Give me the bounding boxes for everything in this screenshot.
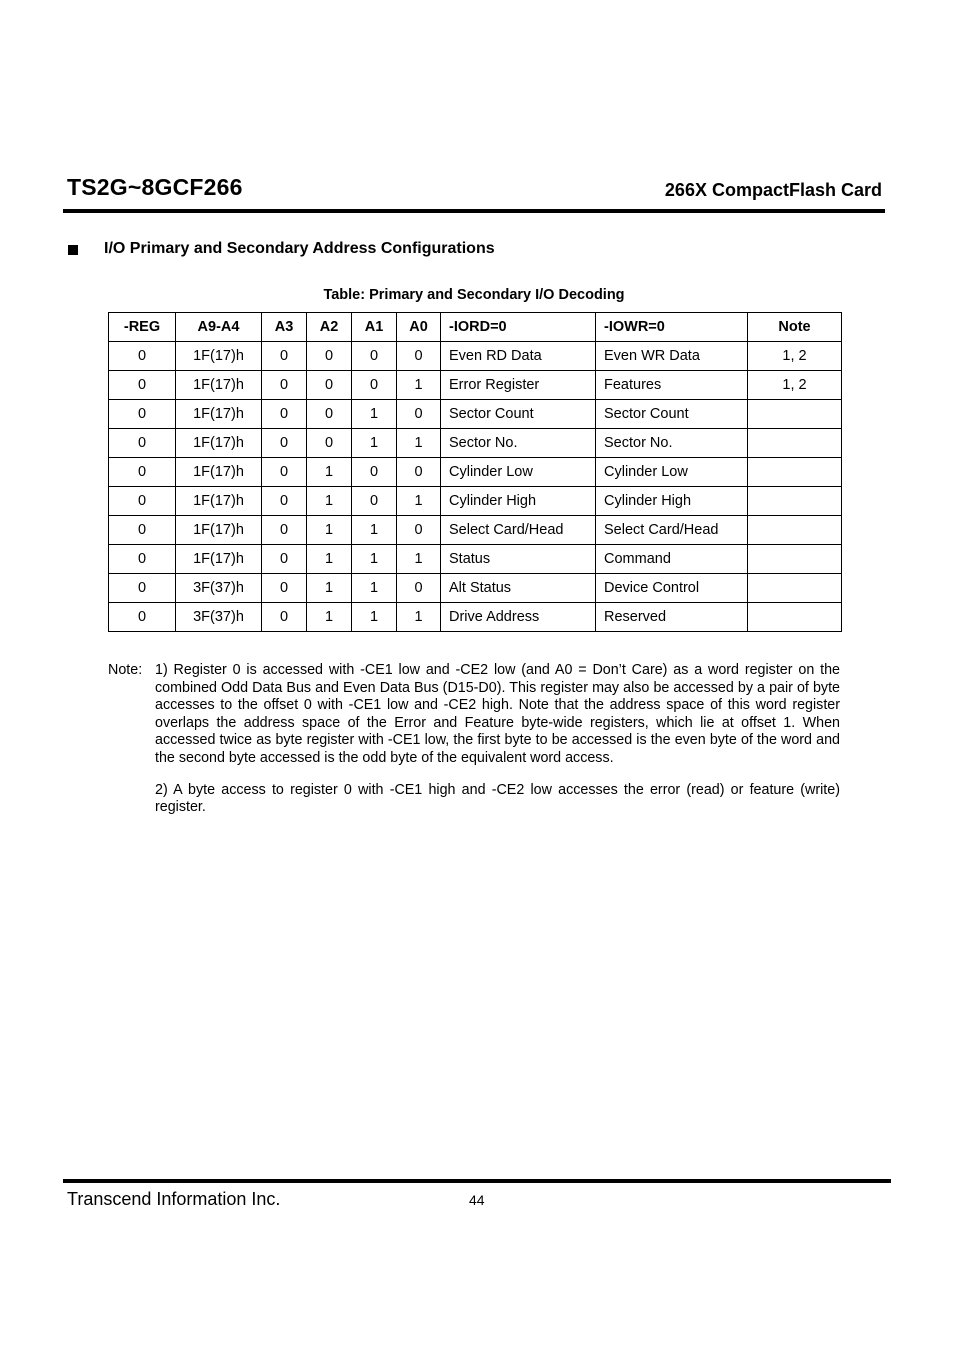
table-row: [109, 545, 842, 574]
table-cell: Status: [441, 545, 596, 574]
table-cell: [748, 516, 842, 545]
document-product-title: 266X CompactFlash Card: [664, 180, 882, 200]
table-cell: 0: [262, 400, 307, 429]
column-header-iord: -IORD=0: [441, 313, 596, 342]
table-cell: Device Control: [596, 574, 748, 603]
table-cell: 0: [262, 458, 307, 487]
table-cell: 0: [109, 458, 176, 487]
table-row: [109, 458, 842, 487]
column-header-a3: A3: [262, 313, 307, 342]
table-cell: 0: [109, 574, 176, 603]
table-cell: 0: [262, 545, 307, 574]
table-header-row: [109, 313, 842, 342]
table-cell: Error Register: [441, 371, 596, 400]
table-cell: 0: [307, 400, 352, 429]
table-cell: 1F(17)h: [176, 516, 262, 545]
io-decoding-table: [108, 312, 842, 632]
table-caption: Table: Primary and Secondary I/O Decoding: [323, 287, 625, 303]
table-cell: 0: [352, 458, 397, 487]
table-cell: Sector Count: [596, 400, 748, 429]
table-cell: [748, 487, 842, 516]
table-cell: 0: [109, 487, 176, 516]
table-cell: 0: [262, 487, 307, 516]
note-item: [108, 662, 840, 768]
table-cell: 1: [352, 400, 397, 429]
note-item: [108, 782, 840, 817]
table-cell: Cylinder High: [596, 487, 748, 516]
section-title: I/O Primary and Secondary Address Configurations: [104, 240, 495, 257]
table-cell: 0: [262, 603, 307, 632]
note-text: 2) A byte access to register 0 with -CE1 high and -CE2 low accesses the error (read) or feature (write) register.: [155, 781, 840, 816]
table-cell: [748, 458, 842, 487]
table-cell: 1: [307, 516, 352, 545]
table-cell: 0: [109, 516, 176, 545]
table-cell: Reserved: [596, 603, 748, 632]
table-cell: Cylinder Low: [596, 458, 748, 487]
table-cell: 1: [307, 574, 352, 603]
table-cell: [748, 400, 842, 429]
table-cell: [748, 574, 842, 603]
note-label: Note:: [108, 662, 143, 678]
table-cell: 1: [352, 603, 397, 632]
table-cell: 0: [262, 342, 307, 371]
table-cell: 1: [397, 603, 441, 632]
table-row: [109, 574, 842, 603]
table-cell: 1F(17)h: [176, 342, 262, 371]
table-cell: 1F(17)h: [176, 458, 262, 487]
document-model-title: TS2G~8GCF266: [67, 174, 243, 200]
table-row: [109, 342, 842, 371]
table-cell: Cylinder Low: [441, 458, 596, 487]
table-cell: 3F(37)h: [176, 574, 262, 603]
table-cell: Sector Count: [441, 400, 596, 429]
table-cell: 0: [109, 342, 176, 371]
table-cell: 0: [397, 400, 441, 429]
table-cell: [748, 603, 842, 632]
table-cell: 1F(17)h: [176, 487, 262, 516]
table-cell: Even WR Data: [596, 342, 748, 371]
table-row: [109, 429, 842, 458]
square-bullet-icon: [68, 245, 78, 255]
header-divider: [63, 209, 885, 213]
table-cell: 1: [397, 487, 441, 516]
page-number: 44: [469, 1192, 485, 1208]
table-cell: 1: [352, 545, 397, 574]
table-cell: Command: [596, 545, 748, 574]
column-header-a0: A0: [397, 313, 441, 342]
table-cell: 0: [109, 603, 176, 632]
table-cell: 0: [307, 429, 352, 458]
footer-company: Transcend Information Inc.: [67, 1189, 281, 1209]
table-cell: 0: [397, 516, 441, 545]
table-cell: 1: [352, 429, 397, 458]
table-cell: 0: [109, 429, 176, 458]
column-header-a2: A2: [307, 313, 352, 342]
column-header-iowr: -IOWR=0: [596, 313, 748, 342]
column-header-reg: -REG: [109, 313, 176, 342]
table-cell: [748, 545, 842, 574]
table-cell: 0: [262, 371, 307, 400]
table-cell: Select Card/Head: [596, 516, 748, 545]
table-row: [109, 603, 842, 632]
table-cell: 1F(17)h: [176, 371, 262, 400]
table-cell: Cylinder High: [441, 487, 596, 516]
table-cell: 1, 2: [748, 342, 842, 371]
table-cell: 0: [262, 516, 307, 545]
table-cell: Select Card/Head: [441, 516, 596, 545]
table-cell: Alt Status: [441, 574, 596, 603]
table-cell: 0: [109, 371, 176, 400]
table-cell: 1: [307, 458, 352, 487]
table-cell: 0: [352, 342, 397, 371]
table-cell: 1: [307, 545, 352, 574]
table-cell: 1: [352, 574, 397, 603]
table-cell: 1: [352, 516, 397, 545]
table-cell: 1F(17)h: [176, 400, 262, 429]
table-row: [109, 487, 842, 516]
table-cell: Drive Address: [441, 603, 596, 632]
note-text: 1) Register 0 is accessed with -CE1 low and -CE2 low (and A0 = Don’t Care) as a word register on the combined Odd Data Bus and Even Data Bus (D15-D0). This register may also be accessed by a pair of byte accesses to the offset 0 with -CE1 low and -CE2 high. Note that the address space of this word register overlaps the address space of the Error and Feature byte-wide registers, which lie at offset 1. When accessed twice as byte register with -CE1 low, the first byte to be accessed is the even byte of the word and the second byte accessed is the odd byte of the equivalent word access.: [155, 662, 840, 766]
table-cell: 0: [397, 342, 441, 371]
table-cell: Features: [596, 371, 748, 400]
table-cell: 0: [352, 371, 397, 400]
table-cell: Even RD Data: [441, 342, 596, 371]
table-cell: 0: [352, 487, 397, 516]
table-cell: 0: [262, 429, 307, 458]
table-row: [109, 400, 842, 429]
table-cell: 0: [397, 574, 441, 603]
footer-divider: [63, 1179, 891, 1183]
table-cell: 0: [109, 545, 176, 574]
table-cell: 1: [397, 545, 441, 574]
table-cell: 1: [397, 371, 441, 400]
table-cell: 1: [397, 429, 441, 458]
column-header-a9-a4: A9-A4: [176, 313, 262, 342]
table-cell: 1: [307, 603, 352, 632]
column-header-note: Note: [748, 313, 842, 342]
table-cell: Sector No.: [441, 429, 596, 458]
notes-block: [108, 662, 840, 817]
table-cell: 0: [109, 400, 176, 429]
table-row: [109, 516, 842, 545]
table-cell: 0: [307, 342, 352, 371]
table-cell: 1F(17)h: [176, 429, 262, 458]
table-row: [109, 371, 842, 400]
table-cell: 1, 2: [748, 371, 842, 400]
table-cell: 0: [262, 574, 307, 603]
table-cell: 1: [307, 487, 352, 516]
table-cell: 0: [397, 458, 441, 487]
table-cell: 1F(17)h: [176, 545, 262, 574]
table-cell: Sector No.: [596, 429, 748, 458]
table-cell: [748, 429, 842, 458]
table-cell: 0: [307, 371, 352, 400]
column-header-a1: A1: [352, 313, 397, 342]
table-cell: 3F(37)h: [176, 603, 262, 632]
